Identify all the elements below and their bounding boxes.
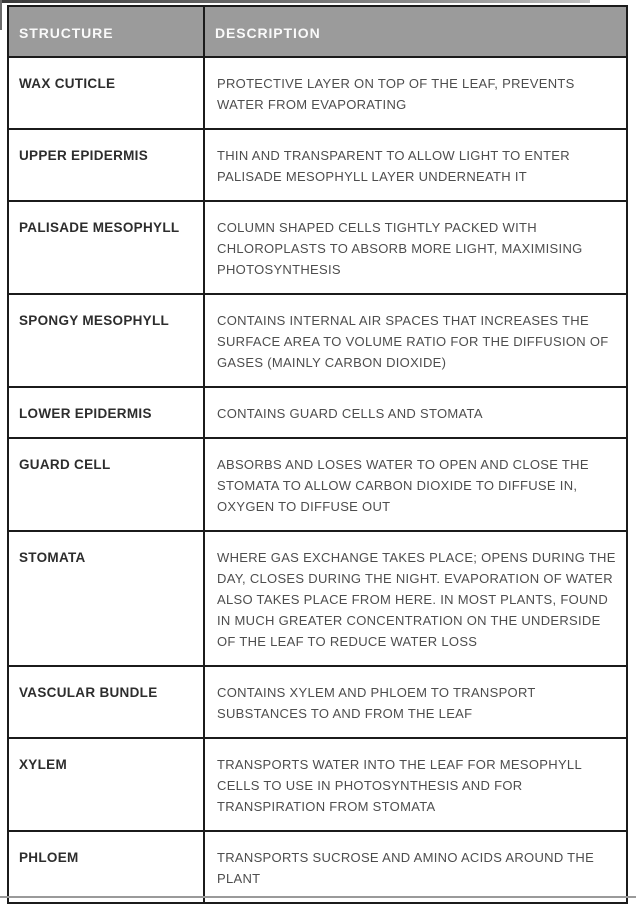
- scan-artifact-bottom-edge: [0, 896, 636, 898]
- table-row: [8, 129, 627, 201]
- description-cell: ABSORBS AND LOSES WATER TO OPEN AND CLOSE THE STOMATA TO ALLOW CARBON DIOXIDE TO DIFFUSE IN, OXYGEN TO DIFFUSE OUT: [204, 438, 627, 531]
- table-row: [8, 387, 627, 438]
- structure-cell: VASCULAR BUNDLE: [8, 666, 204, 738]
- description-cell: COLUMN SHAPED CELLS TIGHTLY PACKED WITH CHLOROPLASTS TO ABSORB MORE LIGHT, MAXIMISING PHOTOSYNTHESIS: [204, 201, 627, 294]
- column-header-structure: STRUCTURE: [8, 6, 204, 57]
- table-row: [8, 201, 627, 294]
- table-row: [8, 831, 627, 903]
- table-header: [8, 6, 627, 57]
- structure-cell: GUARD CELL: [8, 438, 204, 531]
- description-cell: WHERE GAS EXCHANGE TAKES PLACE; OPENS DURING THE DAY, CLOSES DURING THE NIGHT. EVAPORATION OF WATER ALSO TAKES PLACE FROM HERE. IN MOST PLANTS, FOUND IN MUCH GREATER CONCENTRATION ON THE UNDERSIDE OF THE LEAF TO REDUCE WATER LOSS: [204, 531, 627, 666]
- description-cell: CONTAINS GUARD CELLS AND STOMATA: [204, 387, 627, 438]
- description-cell: CONTAINS INTERNAL AIR SPACES THAT INCREASES THE SURFACE AREA TO VOLUME RATIO FOR THE DIFFUSION OF GASES (MAINLY CARBON DIOXIDE): [204, 294, 627, 387]
- table-row: [8, 294, 627, 387]
- table-row: [8, 531, 627, 666]
- description-cell: THIN AND TRANSPARENT TO ALLOW LIGHT TO ENTER PALISADE MESOPHYLL LAYER UNDERNEATH IT: [204, 129, 627, 201]
- structure-cell: STOMATA: [8, 531, 204, 666]
- description-cell: CONTAINS XYLEM AND PHLOEM TO TRANSPORT SUBSTANCES TO AND FROM THE LEAF: [204, 666, 627, 738]
- structure-cell: PALISADE MESOPHYLL: [8, 201, 204, 294]
- table-row: [8, 666, 627, 738]
- description-cell: TRANSPORTS SUCROSE AND AMINO ACIDS AROUND THE PLANT: [204, 831, 627, 903]
- structure-cell: WAX CUTICLE: [8, 57, 204, 129]
- description-cell: PROTECTIVE LAYER ON TOP OF THE LEAF, PREVENTS WATER FROM EVAPORATING: [204, 57, 627, 129]
- table-body: [8, 57, 627, 903]
- structure-cell: XYLEM: [8, 738, 204, 831]
- structure-cell: SPONGY MESOPHYLL: [8, 294, 204, 387]
- table-row: [8, 57, 627, 129]
- description-cell: TRANSPORTS WATER INTO THE LEAF FOR MESOPHYLL CELLS TO USE IN PHOTOSYNTHESIS AND FOR TRANSPIRATION FROM STOMATA: [204, 738, 627, 831]
- structure-cell: UPPER EPIDERMIS: [8, 129, 204, 201]
- structure-cell: LOWER EPIDERMIS: [8, 387, 204, 438]
- structure-cell: PHLOEM: [8, 831, 204, 903]
- column-header-description: DESCRIPTION: [204, 6, 627, 57]
- header-row: [8, 6, 627, 57]
- table-row: [8, 738, 627, 831]
- scan-artifact-top-edge: [0, 0, 590, 3]
- scan-artifact-left-edge: [0, 0, 2, 30]
- leaf-structure-table: [7, 5, 628, 904]
- table-row: [8, 438, 627, 531]
